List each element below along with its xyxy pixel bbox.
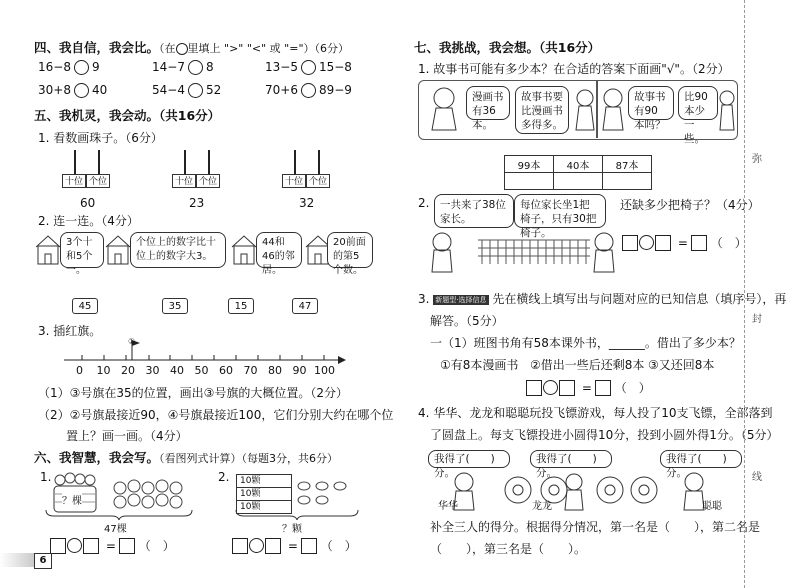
r-q3-line2: 解答。（5分） bbox=[430, 314, 504, 328]
r-q4-line2: 了圆盘上。每支飞镖投进小圆得10分，投到小圆外得1分。（5分） bbox=[430, 428, 779, 442]
abacus-rod bbox=[98, 150, 100, 174]
box-row: 10颗 bbox=[240, 502, 261, 512]
abacus-tens-label: 十位 bbox=[172, 174, 196, 188]
girl-avatar-icon bbox=[600, 84, 626, 134]
compare-item bbox=[265, 60, 352, 75]
answer-circle[interactable] bbox=[74, 83, 89, 98]
equals-sign: = bbox=[287, 538, 298, 553]
abacus-tens-label: 十位 bbox=[282, 174, 306, 188]
r-q3-text: 先在横线上填写出与问题对应的已知信息（填序号），再 bbox=[492, 292, 787, 306]
tick-cell[interactable] bbox=[505, 173, 554, 190]
answer-box[interactable] bbox=[301, 538, 317, 554]
tick-label: 10 bbox=[96, 364, 111, 377]
sec5-title: 五、我机灵，我会动。（共16分） bbox=[34, 108, 221, 123]
q1-label: 1. 看数画珠子。（6分） bbox=[38, 131, 163, 145]
sec4-heading bbox=[34, 38, 349, 56]
connect-number[interactable]: 35 bbox=[162, 298, 188, 314]
tick-cell[interactable] bbox=[554, 173, 603, 190]
compare-right: 52 bbox=[205, 83, 222, 97]
abacus-ones-label: 个位 bbox=[86, 174, 110, 188]
q2-bubble: 一共来了38位家长。 bbox=[434, 194, 514, 228]
player-name: 龙龙 bbox=[532, 501, 552, 512]
option-cell: 40本 bbox=[554, 156, 603, 173]
abacus-rod bbox=[318, 150, 320, 174]
tick-label: 80 bbox=[268, 364, 282, 377]
sec4-instr-pre: （在 bbox=[159, 42, 176, 55]
brace bbox=[44, 508, 194, 520]
r-q3-option[interactable]: ①有8本漫画书 bbox=[440, 358, 519, 372]
abacus-number: 23 bbox=[189, 196, 205, 210]
tick-label: 70 bbox=[243, 364, 258, 377]
answer-box[interactable] bbox=[526, 380, 542, 396]
answer-box[interactable] bbox=[265, 538, 281, 554]
connect-number[interactable]: 45 bbox=[72, 298, 98, 314]
answer-circle[interactable] bbox=[301, 83, 316, 98]
q1-bubble: 故事书有90本吗？ bbox=[628, 86, 674, 120]
answer-box[interactable] bbox=[232, 538, 248, 554]
sec4-instr-post: 里填上 ">" "<" 或 "="）（6分） bbox=[187, 42, 350, 55]
tick-label: 20 bbox=[121, 364, 135, 377]
compare-item bbox=[38, 83, 107, 98]
compare-item bbox=[152, 83, 221, 98]
unit-paren[interactable]: （ ） bbox=[138, 539, 175, 553]
tick-label: 50 bbox=[194, 364, 209, 377]
binding-line bbox=[744, 0, 745, 588]
option-cell: 87本 bbox=[603, 156, 652, 173]
connect-card[interactable]: 3个十和5个一。 bbox=[60, 232, 104, 268]
q2-label: 2. 连一连。（4分） bbox=[38, 214, 139, 228]
answer-box[interactable] bbox=[622, 235, 638, 251]
score-bubble[interactable]: 我得了( )分。 bbox=[530, 450, 612, 468]
q2-question: 还缺多少把椅子？（4分） bbox=[620, 198, 760, 212]
circle-icon bbox=[176, 43, 188, 55]
box-row: 10颗 bbox=[237, 475, 291, 488]
equals-sign: = bbox=[105, 538, 116, 553]
unit-paren[interactable]: （ ） bbox=[614, 381, 651, 395]
r-q4-line4: （ ），第三名是（ ）。 bbox=[430, 542, 587, 556]
abacus-rod bbox=[74, 150, 76, 174]
connect-card[interactable]: 44和46的邻居。 bbox=[256, 232, 302, 268]
answer-equation bbox=[622, 234, 747, 251]
r-q3-option[interactable]: ②借出一些后还剩8本 bbox=[530, 358, 645, 372]
compare-right: 40 bbox=[91, 83, 108, 97]
score-bubble[interactable]: 我得了( )分。 bbox=[660, 450, 742, 468]
r-q2-number: 2. bbox=[418, 196, 430, 210]
unit-paren[interactable]: （ ） bbox=[710, 236, 747, 250]
p2-number: 2. bbox=[218, 470, 230, 484]
r-q4-line1: 4. 华华、龙龙和聪聪玩投飞镖游戏，每人投了10支飞镖，全部落到 bbox=[418, 406, 773, 420]
sec4-title: 四、我自信，我会比。 bbox=[34, 40, 160, 55]
tick-labels bbox=[76, 364, 335, 377]
answer-box[interactable] bbox=[595, 380, 611, 396]
compare-left: 30+8 bbox=[38, 83, 71, 97]
score-bubble[interactable]: 我得了( )分。 bbox=[428, 450, 510, 468]
question-label: ？颗 bbox=[282, 524, 302, 535]
abacus-tens-label: 十位 bbox=[62, 174, 86, 188]
sec6-title: 六、我智慧，我会写。 bbox=[34, 450, 160, 465]
tick-label: 40 bbox=[170, 364, 184, 377]
q3-part1: （1）③号旗在35的位置，画出③号旗的大概位置。（2分） bbox=[38, 386, 349, 400]
q1-bubble: 故事书要比漫画书多得多。 bbox=[515, 86, 569, 134]
p1-number: 1. bbox=[40, 470, 52, 484]
sec7-heading bbox=[414, 38, 600, 56]
tick-label: 30 bbox=[145, 364, 160, 377]
r-q1-label: 1. 故事书可能有多少本？在合适的答案下面画"√"。（2分） bbox=[418, 62, 730, 76]
operator-circle[interactable] bbox=[543, 380, 558, 395]
compare-left: 14−7 bbox=[152, 60, 185, 74]
q1-options-table bbox=[504, 155, 652, 190]
answer-box[interactable] bbox=[83, 538, 99, 554]
flag-label: ① bbox=[128, 337, 136, 346]
answer-circle[interactable] bbox=[188, 60, 203, 75]
connect-card[interactable]: 个位上的数字比十位上的数字大3。 bbox=[130, 232, 226, 268]
q1-bubble: 漫画书有36本。 bbox=[466, 86, 510, 120]
girl-avatar-icon bbox=[428, 84, 460, 134]
page-number: 6 bbox=[34, 553, 52, 569]
tick-label: 90 bbox=[292, 364, 307, 377]
q3-label: 3. 插红旗。 bbox=[38, 324, 102, 338]
tick-cell[interactable] bbox=[603, 173, 652, 190]
margin-label: 弥 bbox=[752, 154, 762, 165]
abacus-rod bbox=[208, 150, 210, 174]
q3-part2-line2: 置上？画一画。（4分） bbox=[66, 429, 188, 443]
q2-bubble: 每位家长坐1把椅子，只有30把椅子。 bbox=[514, 194, 606, 228]
abacus-number: 60 bbox=[80, 196, 96, 210]
r-q3-option[interactable]: ③又还回8本 bbox=[648, 358, 715, 372]
margin-label: 线 bbox=[752, 472, 762, 483]
number-line bbox=[60, 336, 350, 366]
player-name: 聪聪 bbox=[702, 501, 722, 512]
tick-label: 0 bbox=[76, 364, 83, 377]
equals-sign: = bbox=[581, 380, 592, 395]
question-type-tag: 新题型·选择信息 bbox=[435, 295, 487, 304]
frame-divider bbox=[596, 80, 598, 138]
answer-box[interactable] bbox=[119, 538, 135, 554]
compare-right: 8 bbox=[205, 60, 214, 74]
abacus-rod bbox=[294, 150, 296, 174]
answer-box[interactable] bbox=[50, 538, 66, 554]
tick-label: 60 bbox=[219, 364, 233, 377]
boy-avatar-icon bbox=[718, 84, 736, 134]
abacus-ones-label: 个位 bbox=[196, 174, 220, 188]
tick-label: 100 bbox=[314, 364, 335, 377]
connect-number[interactable]: 15 bbox=[228, 298, 254, 314]
compare-left: 16−8 bbox=[38, 60, 71, 74]
compare-right: 89−9 bbox=[318, 83, 352, 97]
compare-item bbox=[152, 60, 214, 75]
total-label: 47棵 bbox=[104, 524, 127, 535]
abacus-ones-label: 个位 bbox=[306, 174, 330, 188]
compare-right: 15−8 bbox=[318, 60, 352, 74]
r-q4-line3: 补全三人的得分。根据得分情况，第一名是（ ），第二名是 bbox=[430, 520, 761, 534]
r-q3-line1 bbox=[418, 290, 786, 307]
r-q3-sentence: 一（1）班图书角有58本课外书，______。借出了多少本？ bbox=[430, 336, 741, 350]
q1-bubble: 比90本少一些。 bbox=[678, 86, 718, 120]
operator-circle[interactable] bbox=[639, 235, 654, 250]
unit-paren[interactable]: （ ） bbox=[320, 539, 357, 553]
connect-number[interactable]: 47 bbox=[292, 298, 318, 314]
compare-item bbox=[265, 83, 352, 98]
candy-picture bbox=[292, 478, 356, 510]
answer-box[interactable] bbox=[559, 380, 575, 396]
compare-left: 13−5 bbox=[265, 60, 298, 74]
answer-circle[interactable] bbox=[301, 60, 316, 75]
operator-circle[interactable] bbox=[249, 538, 264, 553]
answer-circle[interactable] bbox=[188, 83, 203, 98]
sec7-title: 七、我挑战，我会想。（共16分） bbox=[414, 40, 601, 55]
box-row: 10颗 bbox=[237, 488, 291, 501]
chairs-picture bbox=[428, 230, 618, 274]
option-cell: 99本 bbox=[505, 156, 554, 173]
sec6-instr: （看图列式计算）（每题3分，共6分） bbox=[159, 452, 339, 465]
operator-circle[interactable] bbox=[67, 538, 82, 553]
player-name: 华华 bbox=[438, 501, 458, 512]
q3-part2-line1: （2）②号旗最接近90，④号旗最接近100，它们分别大约在哪个位 bbox=[38, 408, 394, 422]
connect-card[interactable]: 20前面的第5个数。 bbox=[327, 232, 373, 268]
compare-left: 54−4 bbox=[152, 83, 185, 97]
basket-label: ？棵 bbox=[62, 492, 82, 507]
compare-item bbox=[38, 60, 100, 75]
answer-equation bbox=[526, 379, 651, 396]
margin-label: 封 bbox=[752, 314, 762, 325]
sec6-heading bbox=[34, 448, 338, 466]
answer-circle[interactable] bbox=[74, 60, 89, 75]
answer-equation bbox=[50, 537, 175, 554]
compare-left: 70+6 bbox=[265, 83, 298, 97]
equals-sign: = bbox=[677, 235, 688, 250]
dartboards-picture bbox=[450, 468, 740, 512]
answer-box[interactable] bbox=[655, 235, 671, 251]
abacus-rod bbox=[184, 150, 186, 174]
compare-right: 9 bbox=[91, 60, 100, 74]
answer-equation bbox=[232, 537, 357, 554]
brace bbox=[234, 508, 360, 520]
r-q3-number: 3. bbox=[418, 292, 430, 306]
answer-box[interactable] bbox=[691, 235, 707, 251]
boy-avatar-icon bbox=[574, 84, 596, 134]
abacus-number: 32 bbox=[299, 196, 315, 210]
